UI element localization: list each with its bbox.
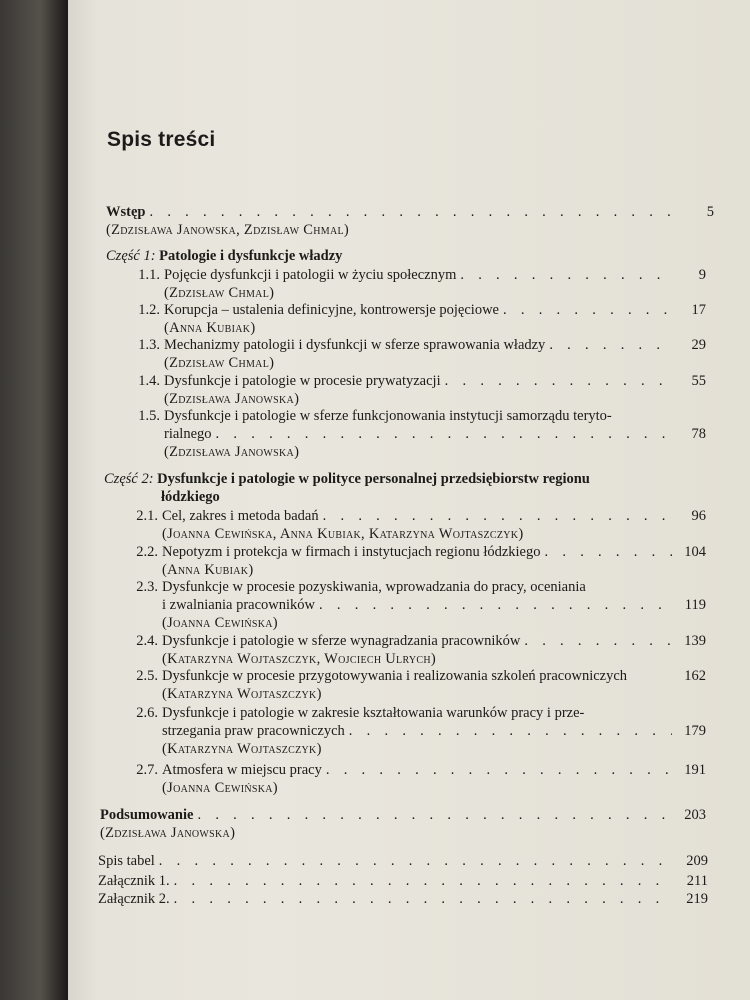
toc-entry xyxy=(126,372,706,390)
leader-dots xyxy=(545,543,673,561)
leader-dots xyxy=(445,372,672,390)
entry-number: 2.2. xyxy=(136,544,158,560)
leader-dots xyxy=(503,301,672,319)
toc-entry-appendix-1 xyxy=(98,872,708,890)
page-number: 5 xyxy=(706,204,714,220)
part-label: Część 1: xyxy=(106,248,156,264)
entry-number: 1.5. xyxy=(138,408,160,424)
entry-authors: (Katarzyna Wojtaszczyk) xyxy=(162,741,322,757)
page-number: 139 xyxy=(684,633,706,649)
entry-title: Nepotyzm i protekcja w firmach i instytucjach regionu łódzkiego xyxy=(162,544,541,560)
part-title: Patologie i dysfunkcje władzy xyxy=(159,248,343,264)
toc-entry xyxy=(124,704,584,722)
entry-title-continued: rialnego xyxy=(164,426,212,442)
page-number: 55 xyxy=(691,373,706,389)
part-label: Część 2: xyxy=(104,471,154,487)
entry-authors: (Joanna Cewińska) xyxy=(162,780,278,796)
toc-entry xyxy=(124,507,706,525)
leader-dots xyxy=(460,266,672,284)
entry-authors: (Katarzyna Wojtaszczyk) xyxy=(162,686,322,702)
entry-title: Dysfunkcje i patologie w zakresie kształtowania warunków pracy i prze- xyxy=(162,705,585,721)
leader-dots xyxy=(149,203,680,221)
page-number: 96 xyxy=(691,508,706,524)
entry-title: Załącznik 1. xyxy=(98,873,170,889)
entry-title: Dysfunkcje w procesie przygotowywania i realizowania szkoleń pracowniczych xyxy=(162,668,628,684)
toc-entry xyxy=(126,266,706,284)
leader-dots xyxy=(524,632,672,650)
toc-entry xyxy=(124,578,586,596)
leader-dots xyxy=(349,722,672,740)
entry-title: Mechanizmy patologii i dysfunkcji w sferze sprawowania władzy xyxy=(164,337,546,353)
entry-title: Pojęcie dysfunkcji i patologii w życiu społecznym xyxy=(164,267,457,283)
part-heading-2 xyxy=(104,470,590,488)
entry-title: Dysfunkcje w procesie pozyskiwania, wprowadzania do pracy, oceniania xyxy=(162,579,586,595)
toc-entry xyxy=(126,407,612,425)
page-number: 17 xyxy=(691,302,706,318)
entry-number: 2.7. xyxy=(136,762,158,778)
page-number: 179 xyxy=(684,723,706,739)
toc-entry xyxy=(124,543,706,561)
toc-entry-continuation xyxy=(164,425,706,443)
entry-number: 2.5. xyxy=(136,668,158,684)
leader-dots xyxy=(197,806,672,824)
part-title-continued: łódzkiego xyxy=(161,489,220,505)
entry-number: 1.2. xyxy=(138,302,160,318)
page-number: 162 xyxy=(684,668,706,684)
page-number: 9 xyxy=(698,267,706,283)
leader-dots xyxy=(323,507,672,525)
entry-number: 2.3. xyxy=(136,579,158,595)
page-number: 119 xyxy=(684,597,706,613)
leader-dots xyxy=(216,425,672,443)
toc-entry-tables xyxy=(98,852,708,870)
entry-title: Wstęp xyxy=(106,204,146,220)
toc-entry-summary xyxy=(100,806,706,824)
entry-title: Dysfunkcje i patologie w sferze wynagradzania pracowników xyxy=(162,633,521,649)
entry-title: Załącznik 2. xyxy=(98,891,170,907)
entry-title: Dysfunkcje i patologie w sferze funkcjonowania instytucji samorządu teryto- xyxy=(164,408,612,424)
entry-authors: (Zdzisława Janowska) xyxy=(164,391,300,407)
entry-authors: (Zdzisława Janowska) xyxy=(164,444,300,460)
entry-number: 1.4. xyxy=(138,373,160,389)
entry-authors: (Joanna Cewińska, Anna Kubiak, Katarzyna Wojtaszczyk) xyxy=(162,526,524,542)
toc-entry xyxy=(124,667,706,685)
toc-entry-continuation xyxy=(162,722,706,740)
page-number: 191 xyxy=(684,762,706,778)
page-number: 29 xyxy=(691,337,706,353)
entry-authors: (Anna Kubiak) xyxy=(164,320,256,336)
entry-title: Cel, zakres i metoda badań xyxy=(162,508,319,524)
entry-authors: (Zdzisława Janowska) xyxy=(100,825,236,841)
entry-number: 2.4. xyxy=(136,633,158,649)
entry-authors: (Zdzisława Janowska, Zdzisław Chmal) xyxy=(106,222,350,238)
page-number: 219 xyxy=(686,891,708,907)
entry-authors: (Zdzisław Chmal) xyxy=(164,355,275,371)
toc-entry xyxy=(124,632,706,650)
entry-title: Podsumowanie xyxy=(100,807,194,823)
page-number: 209 xyxy=(686,853,708,869)
entry-authors: (Zdzisław Chmal) xyxy=(164,285,275,301)
entry-number: 2.6. xyxy=(136,705,158,721)
leader-dots xyxy=(159,852,674,870)
toc-entry-appendix-2 xyxy=(98,890,708,908)
part-title: Dysfunkcje i patologie w polityce personalnej przedsiębiorstw regionu xyxy=(157,471,590,487)
leader-dots xyxy=(319,596,672,614)
book-gutter xyxy=(0,0,68,1000)
toc-entry-intro xyxy=(106,203,714,221)
page-title: Spis treści xyxy=(107,128,216,151)
page-number: 203 xyxy=(684,807,706,823)
toc-entry xyxy=(126,336,706,354)
toc-entry xyxy=(126,301,706,319)
leader-dots xyxy=(326,761,672,779)
entry-authors: (Joanna Cewińska) xyxy=(162,615,278,631)
leader-dots xyxy=(549,336,672,354)
toc-entry-continuation xyxy=(162,596,706,614)
entry-authors: (Anna Kubiak) xyxy=(162,562,254,578)
entry-title-continued: i zwalniania pracowników xyxy=(162,597,316,613)
part-heading-1 xyxy=(106,247,342,265)
page-number: 104 xyxy=(684,544,706,560)
leader-dots xyxy=(174,890,674,908)
leader-dots xyxy=(174,872,674,890)
entry-number: 2.1. xyxy=(136,508,158,524)
entry-number: 1.3. xyxy=(138,337,160,353)
page-number: 78 xyxy=(691,426,706,442)
entry-authors: (Katarzyna Wojtaszczyk, Wojciech Ulrych) xyxy=(162,651,437,667)
entry-number: 1.1. xyxy=(138,267,160,283)
entry-title: Korupcja – ustalenia definicyjne, kontrowersje pojęciowe xyxy=(164,302,499,318)
page-number: 211 xyxy=(686,873,708,889)
entry-title-continued: strzegania praw pracowniczych xyxy=(162,723,345,739)
entry-title: Atmosfera w miejscu pracy xyxy=(162,762,322,778)
toc-entry xyxy=(124,761,706,779)
entry-title: Dysfunkcje i patologie w procesie prywatyzacji xyxy=(164,373,441,389)
entry-title: Spis tabel xyxy=(98,853,155,869)
